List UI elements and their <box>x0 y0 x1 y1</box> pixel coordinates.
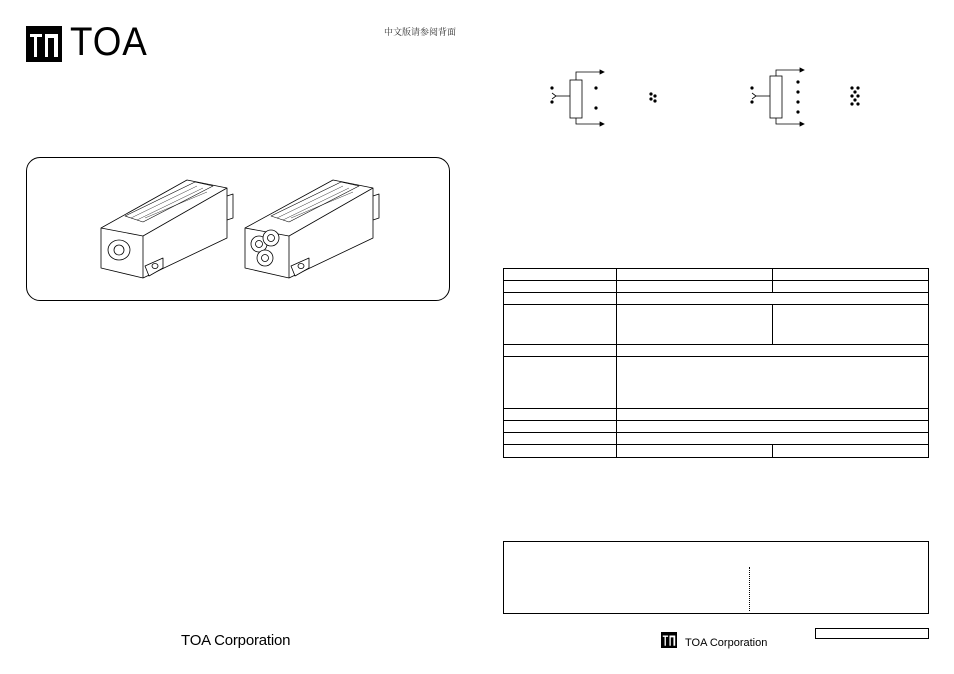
product-photo-frame <box>26 157 450 301</box>
chinese-note: 中文版请参阅背面 <box>384 28 457 38</box>
dotted-divider <box>749 567 750 611</box>
brand-wordmark: TOA <box>70 20 148 64</box>
table-row <box>504 293 929 305</box>
toa-logo-small-icon <box>661 632 677 648</box>
table-row <box>504 269 929 281</box>
table-row <box>504 305 929 345</box>
table-row <box>504 357 929 409</box>
table-row <box>504 345 929 357</box>
document-code-box <box>815 628 929 639</box>
specification-table <box>503 268 929 458</box>
table-row <box>504 421 929 433</box>
corporation-name-left: TOA Corporation <box>181 632 291 649</box>
table-row <box>504 445 929 458</box>
toa-logo-icon <box>26 26 62 62</box>
corporation-name-right: TOA Corporation <box>685 637 768 649</box>
diagram-1-way <box>551 70 656 126</box>
table-row <box>504 409 929 421</box>
info-box <box>503 541 929 614</box>
diagram-multi-way <box>751 68 859 126</box>
table-row <box>504 281 929 293</box>
connection-diagrams <box>548 66 878 130</box>
multi-splitter-illustration <box>245 180 379 278</box>
table-row <box>504 433 929 445</box>
product-illustration <box>27 158 451 302</box>
single-splitter-illustration <box>101 180 233 278</box>
